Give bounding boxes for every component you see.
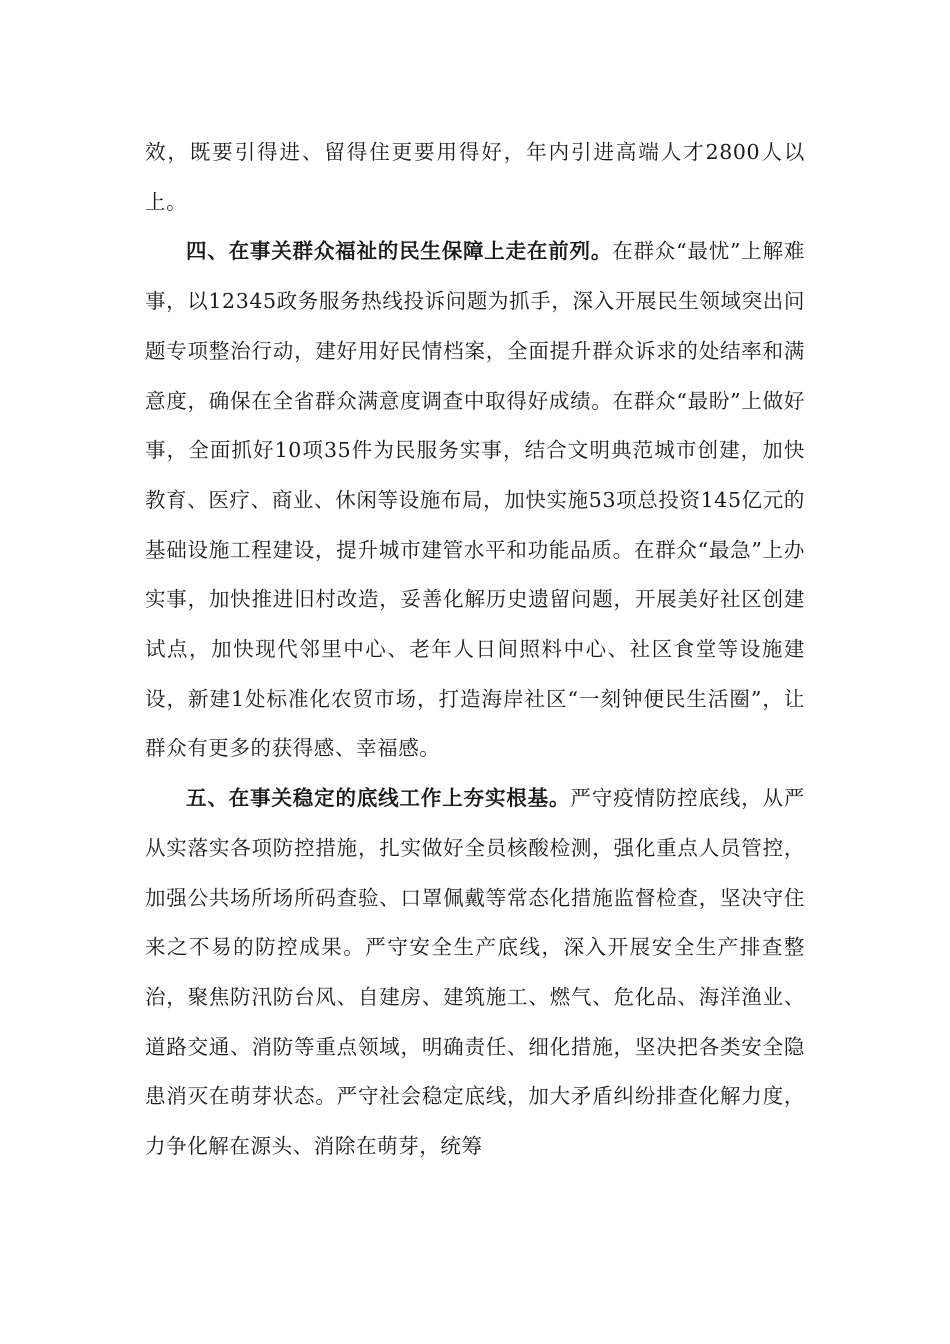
- paragraph-body: 严守疫情防控底线，从严从实落实各项防控措施，扎实做好全员核酸检测，强化重点人员管控，加强公共场所场所码查验、口罩佩戴等常态化措施监督检查，坚决守住来之不易的防控成果。严守安全生产底线，深入开展安全生产排查整治，聚焦防汛防台风、自建房、建筑施工、燃气、危化品、海洋渔业、道路交通、消防等重点领域，明确责任、细化措施，坚决把各类安全隐患消灭在萌芽状态。严守社会稳定底线，加大矛盾纠纷排查化解力度，力争化解在源头、消除在萌芽，统筹: [145, 786, 805, 1159]
- paragraph-body: 效，既要引得进、留得住更要用得好，年内引进高端人才2800人以上。: [145, 140, 805, 214]
- paragraph-continuation: [145, 128, 805, 227]
- section-four-heading: 四、在事关群众福祉的民生保障上走在前列。: [186, 239, 613, 264]
- paragraph-section-five: [145, 774, 805, 1172]
- paragraph-section-four: [145, 227, 805, 774]
- paragraph-body: 在群众“最忧”上解难事，以12345政务服务热线投诉问题为抓手，深入开展民生领域突出问题专项整治行动，建好用好民情档案，全面提升群众诉求的处结率和满意度，确保在全省群众满意度调查中取得好成绩。在群众“最盼”上做好事，全面抓好10项35件为民服务实事，结合文明典范城市创建，加快教育、医疗、商业、休闲等设施布局，加快实施53项总投资145亿元的基础设施工程建设，提升城市建管水平和功能品质。在群众“最急”上办实事，加快推进旧村改造，妥善化解历史遗留问题，开展美好社区创建试点，加快现代邻里中心、老年人日间照料中心、社区食堂等设施建设，新建1处标准化农贸市场，打造海岸社区“一刻钟便民生活圈”，让群众有更多的获得感、幸福感。: [145, 239, 806, 761]
- section-five-heading: 五、在事关稳定的底线工作上夯实根基。: [186, 786, 571, 811]
- document-page: [145, 128, 805, 1172]
